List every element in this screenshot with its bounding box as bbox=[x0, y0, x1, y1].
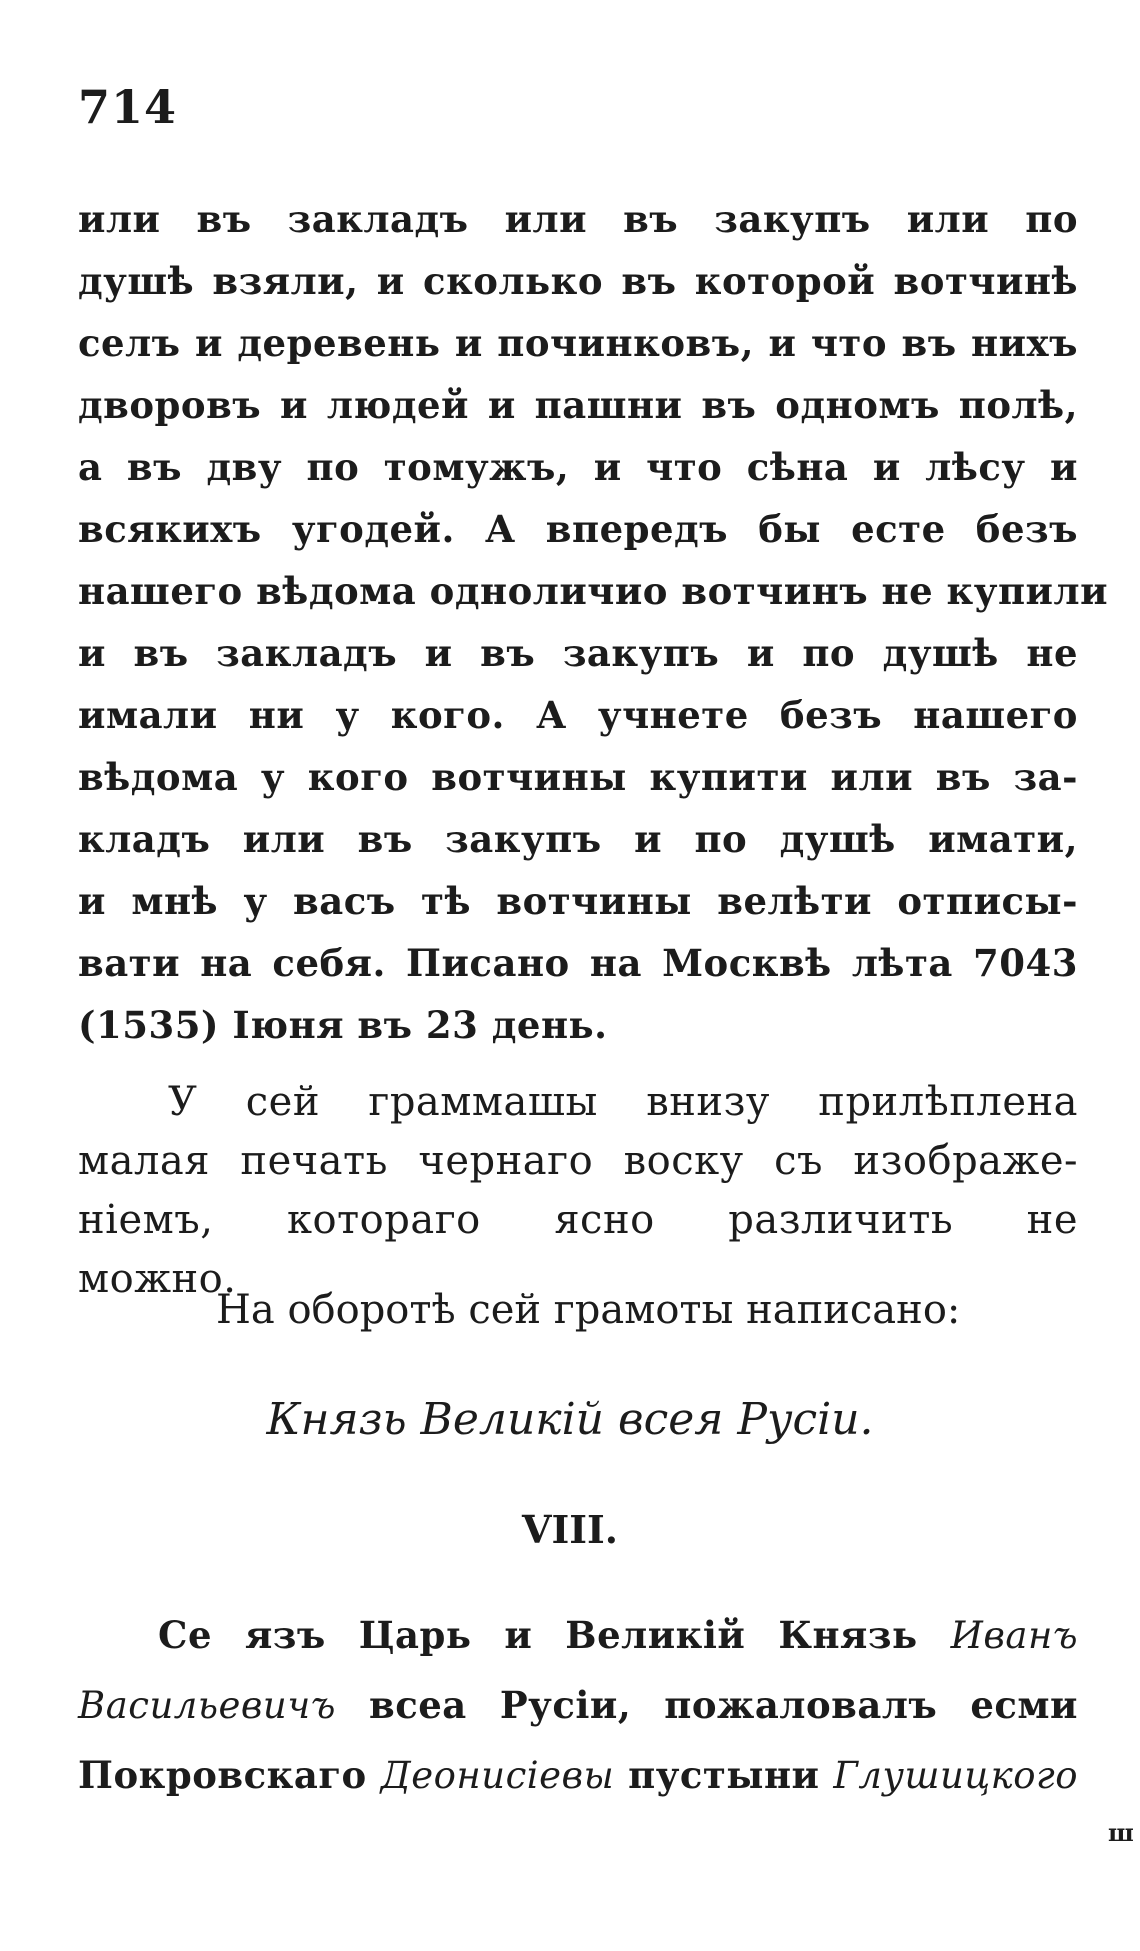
text-line: душѣ взяли, и сколько въ которой вотчинѣ bbox=[78, 259, 1078, 303]
text-line: кладъ или въ закупъ и по душѣ имати, bbox=[78, 817, 1078, 861]
text-line: У сей граммашы внизу прилѣплена bbox=[168, 1079, 1078, 1125]
text-segment: пустыни bbox=[628, 1753, 820, 1797]
text-line bbox=[78, 1740, 1078, 1810]
text-line: вѣдома у кого вотчины купити или въ за- bbox=[78, 755, 1078, 799]
paragraph-seal-note bbox=[78, 1073, 1078, 1309]
text-line: нашего вѣдома одноличио вотчинъ не купили bbox=[78, 569, 1109, 613]
section-number: VIII. bbox=[521, 1507, 619, 1552]
margin-catchword: ш bbox=[1108, 1818, 1134, 1847]
text-segment: Се язъ Царь и Великій Князь bbox=[158, 1613, 918, 1657]
text-line: а въ дву по томужъ, и что сѣна и лѣсу и bbox=[78, 445, 1078, 489]
italic-name: Иванъ bbox=[950, 1614, 1078, 1657]
text-line: или въ закладъ или въ закупъ или по bbox=[78, 197, 1078, 241]
text-line: (1535) Іюня въ 23 день. bbox=[78, 1003, 608, 1047]
text-line bbox=[78, 1670, 1078, 1740]
text-line: дворовъ и людей и пашни въ одномъ полѣ, bbox=[78, 383, 1078, 427]
signature-line: Князь Великій всея Русіи. bbox=[266, 1394, 874, 1445]
italic-name: Деонисіевы bbox=[380, 1754, 615, 1797]
text-line: малая печать чернаго воску съ изображе- bbox=[78, 1138, 1078, 1184]
page-number: 714 bbox=[78, 80, 178, 134]
paragraph-reverse-note: На оборотѣ сей грамоты написано: bbox=[216, 1287, 961, 1333]
text-line: имали ни у кого. А учнете безъ нашего bbox=[78, 693, 1078, 737]
text-line: вати на себя. Писано на Москвѣ лѣта 7043 bbox=[78, 941, 1078, 985]
text-line: селъ и деревень и починковъ, и что въ нихъ bbox=[78, 321, 1078, 365]
text-line: можно. bbox=[78, 1256, 237, 1302]
paragraph-charter-start bbox=[78, 1600, 1078, 1810]
text-line: и въ закладъ и въ закупъ и по душѣ не bbox=[78, 631, 1078, 675]
italic-name: Васильевичъ bbox=[78, 1684, 336, 1727]
text-line: ніемъ, котораго ясно различить не bbox=[78, 1197, 1078, 1243]
text-line: всякихъ угодей. А впередъ бы есте безъ bbox=[78, 507, 1078, 551]
paragraph-charter-text bbox=[78, 188, 1109, 1056]
text-segment: Покровскаго bbox=[78, 1753, 367, 1797]
italic-name: Глушицкого bbox=[833, 1754, 1078, 1797]
text-line bbox=[78, 1600, 1078, 1670]
text-segment: всеа Русіи, пожаловалъ есми bbox=[369, 1683, 1078, 1727]
text-line: и мнѣ у васъ тѣ вотчины велѣти отписы- bbox=[78, 879, 1078, 923]
